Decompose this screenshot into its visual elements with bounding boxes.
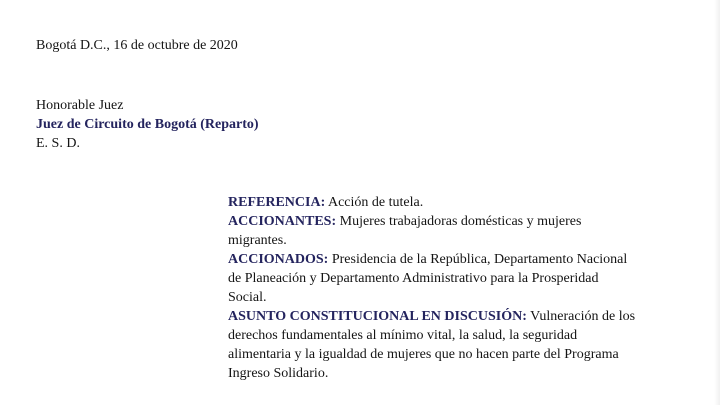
asunto-line-3: alimentaria y la igualdad de mujeres que no hacen parte del Programa [228, 347, 619, 362]
accionados-line-3: Social. [228, 290, 267, 305]
accionados-line-1 [228, 250, 668, 269]
reference-block [228, 193, 668, 383]
page-edge-shadow [714, 0, 720, 405]
asunto-line-2: derechos fundamentales al mínimo vital, la salud, la seguridad [228, 328, 578, 343]
addressee-esd: E. S. D. [36, 136, 80, 151]
accionados-label: ACCIONADOS: [228, 252, 329, 267]
accionantes-text-1: Mujeres trabajadoras domésticas y mujeres [339, 214, 582, 229]
accionados-line-2: de Planeación y Departamento Administrativo para la Prosperidad [228, 271, 599, 286]
referencia-label: REFERENCIA: [228, 195, 326, 210]
addressee-court: Juez de Circuito de Bogotá (Reparto) [36, 117, 259, 132]
date-line: Bogotá D.C., 16 de octubre de 2020 [36, 38, 238, 53]
referencia-line [228, 193, 668, 212]
accionantes-label: ACCIONANTES: [228, 214, 337, 229]
asunto-line-4: Ingreso Solidario. [228, 366, 329, 381]
asunto-line-1 [228, 307, 668, 326]
asunto-text-1: Vulneración de los [530, 309, 636, 324]
accionantes-line-2: migrantes. [228, 233, 287, 248]
asunto-label: ASUNTO CONSTITUCIONAL EN DISCUSIÓN: [228, 309, 527, 324]
accionantes-line-1 [228, 212, 668, 231]
referencia-text: Acción de tutela. [327, 195, 424, 210]
addressee-salutation: Honorable Juez [36, 98, 124, 113]
accionados-text-1: Presidencia de la República, Departamento Nacional [331, 252, 628, 267]
